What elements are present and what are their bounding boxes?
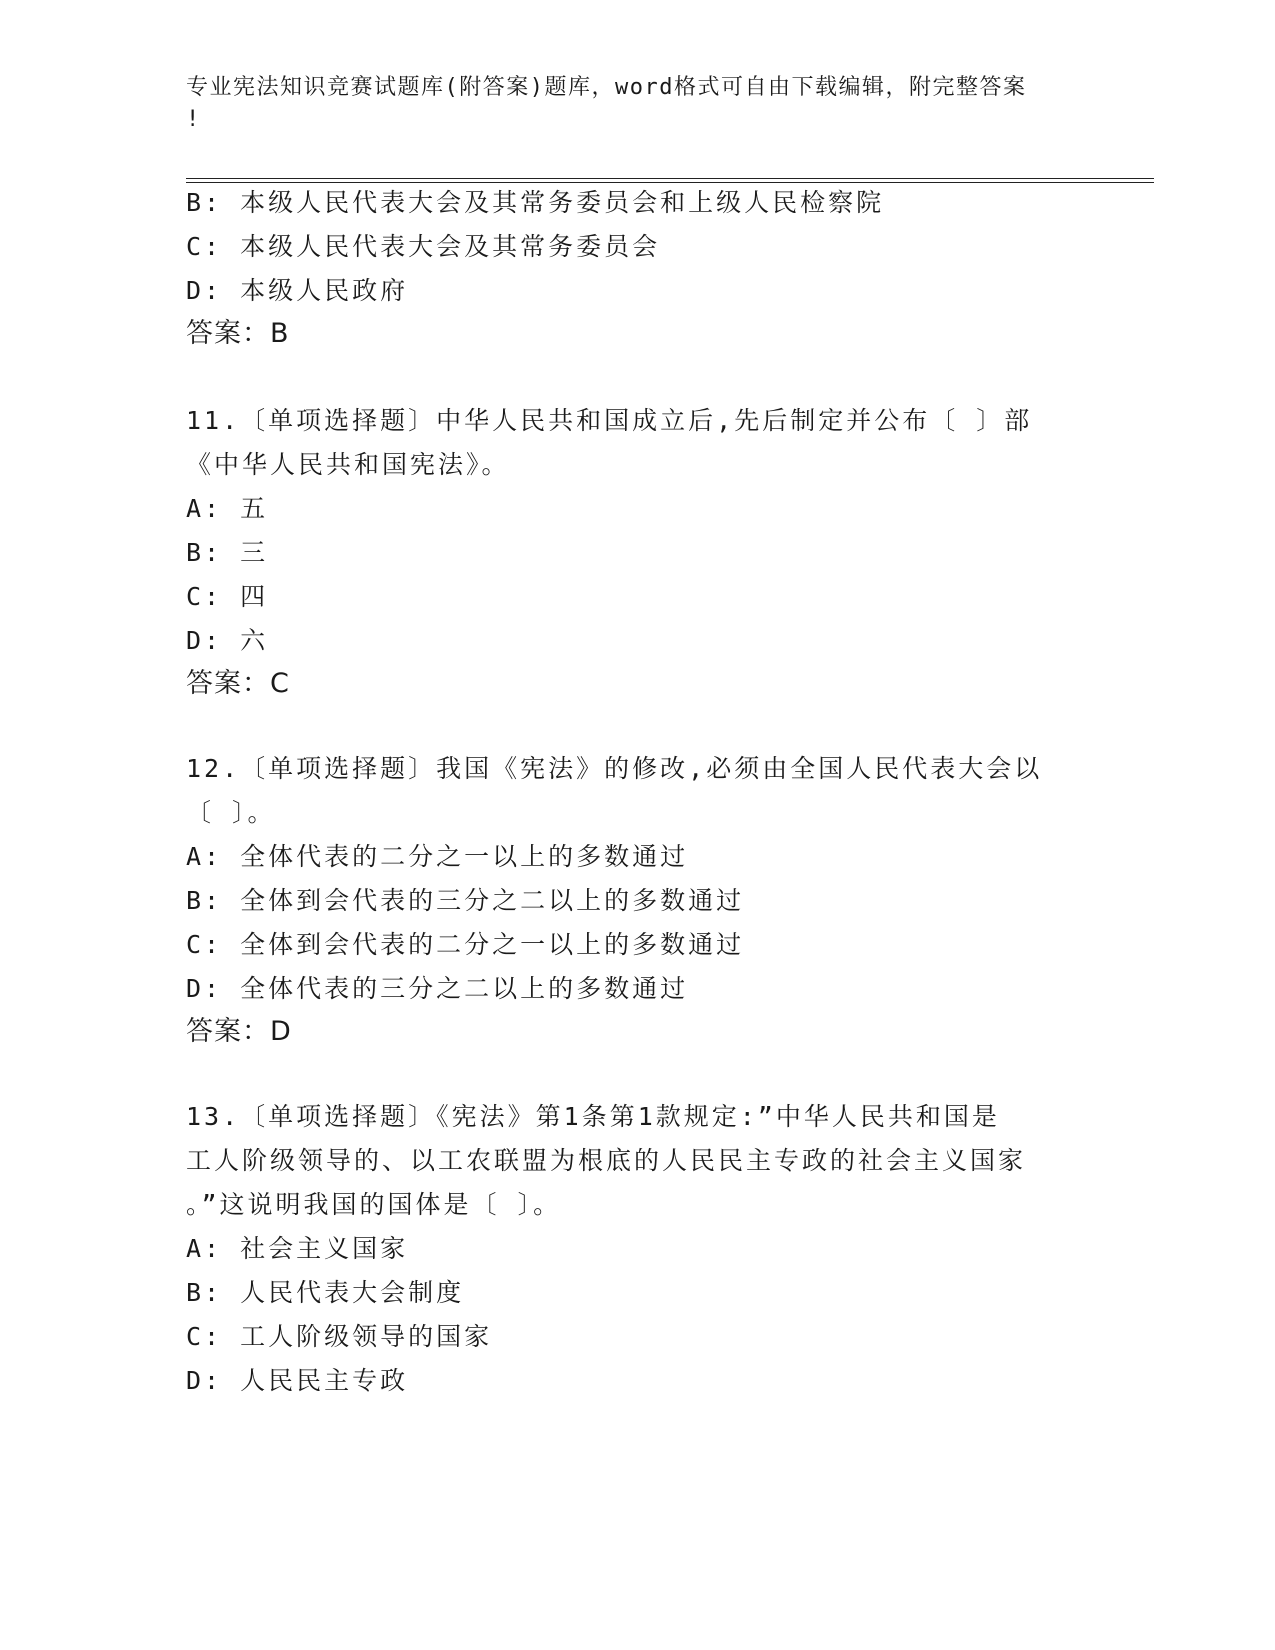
q13-stem-line3: 。”这说明我国的国体是〔 〕。 <box>186 1190 562 1219</box>
q12-option-c: C: 全体到会代表的二分之一以上的多数通过 <box>186 930 745 959</box>
q10-option-b: B: 本级人民代表大会及其常务委员会和上级人民检察院 <box>186 188 885 217</box>
header-divider-bottom <box>186 182 1154 183</box>
q10-answer: 答案：B <box>186 318 290 349</box>
header-title-continuation: ! <box>186 107 201 132</box>
q11-option-d: D: 六 <box>186 626 269 655</box>
q13-option-a: A: 社会主义国家 <box>186 1234 409 1263</box>
page-header <box>186 72 1066 136</box>
header-title: 专业宪法知识竞赛试题库(附答案)题库，word格式可自由下载编辑，附完整答案 <box>186 75 1027 100</box>
q13-stem-line1: 13.〔单项选择题〕《宪法》第1条第1款规定:”中华人民共和国是 <box>186 1102 1000 1131</box>
q12-option-d: D: 全体代表的三分之二以上的多数通过 <box>186 974 689 1003</box>
q12-option-b: B: 全体到会代表的三分之二以上的多数通过 <box>186 886 745 915</box>
q13-option-b: B: 人民代表大会制度 <box>186 1278 465 1307</box>
q11-stem-line2: 《中华人民共和国宪法》。 <box>186 450 510 479</box>
q10-option-d: D: 本级人民政府 <box>186 276 409 305</box>
q11-answer: 答案：C <box>186 668 290 699</box>
q11-option-b: B: 三 <box>186 538 269 567</box>
q11-stem-line1: 11.〔单项选择题〕中华人民共和国成立后,先后制定并公布〔 〕部 <box>186 406 1033 435</box>
q11-option-c: C: 四 <box>186 582 269 611</box>
q12-stem-line1: 12.〔单项选择题〕我国《宪法》的修改,必须由全国人民代表大会以 <box>186 754 1043 783</box>
q11-option-a: A: 五 <box>186 494 269 523</box>
q13-option-c: C: 工人阶级领导的国家 <box>186 1322 493 1351</box>
q12-answer: 答案：D <box>186 1016 292 1047</box>
q13-stem-line2: 工人阶级领导的、以工农联盟为根底的人民民主专政的社会主义国家 <box>186 1146 1027 1175</box>
q13-option-d: D: 人民民主专政 <box>186 1366 409 1395</box>
q12-stem-line2: 〔 〕。 <box>186 798 276 827</box>
q12-option-a: A: 全体代表的二分之一以上的多数通过 <box>186 842 689 871</box>
q10-option-c: C: 本级人民代表大会及其常务委员会 <box>186 232 661 261</box>
header-divider-top <box>186 178 1154 179</box>
